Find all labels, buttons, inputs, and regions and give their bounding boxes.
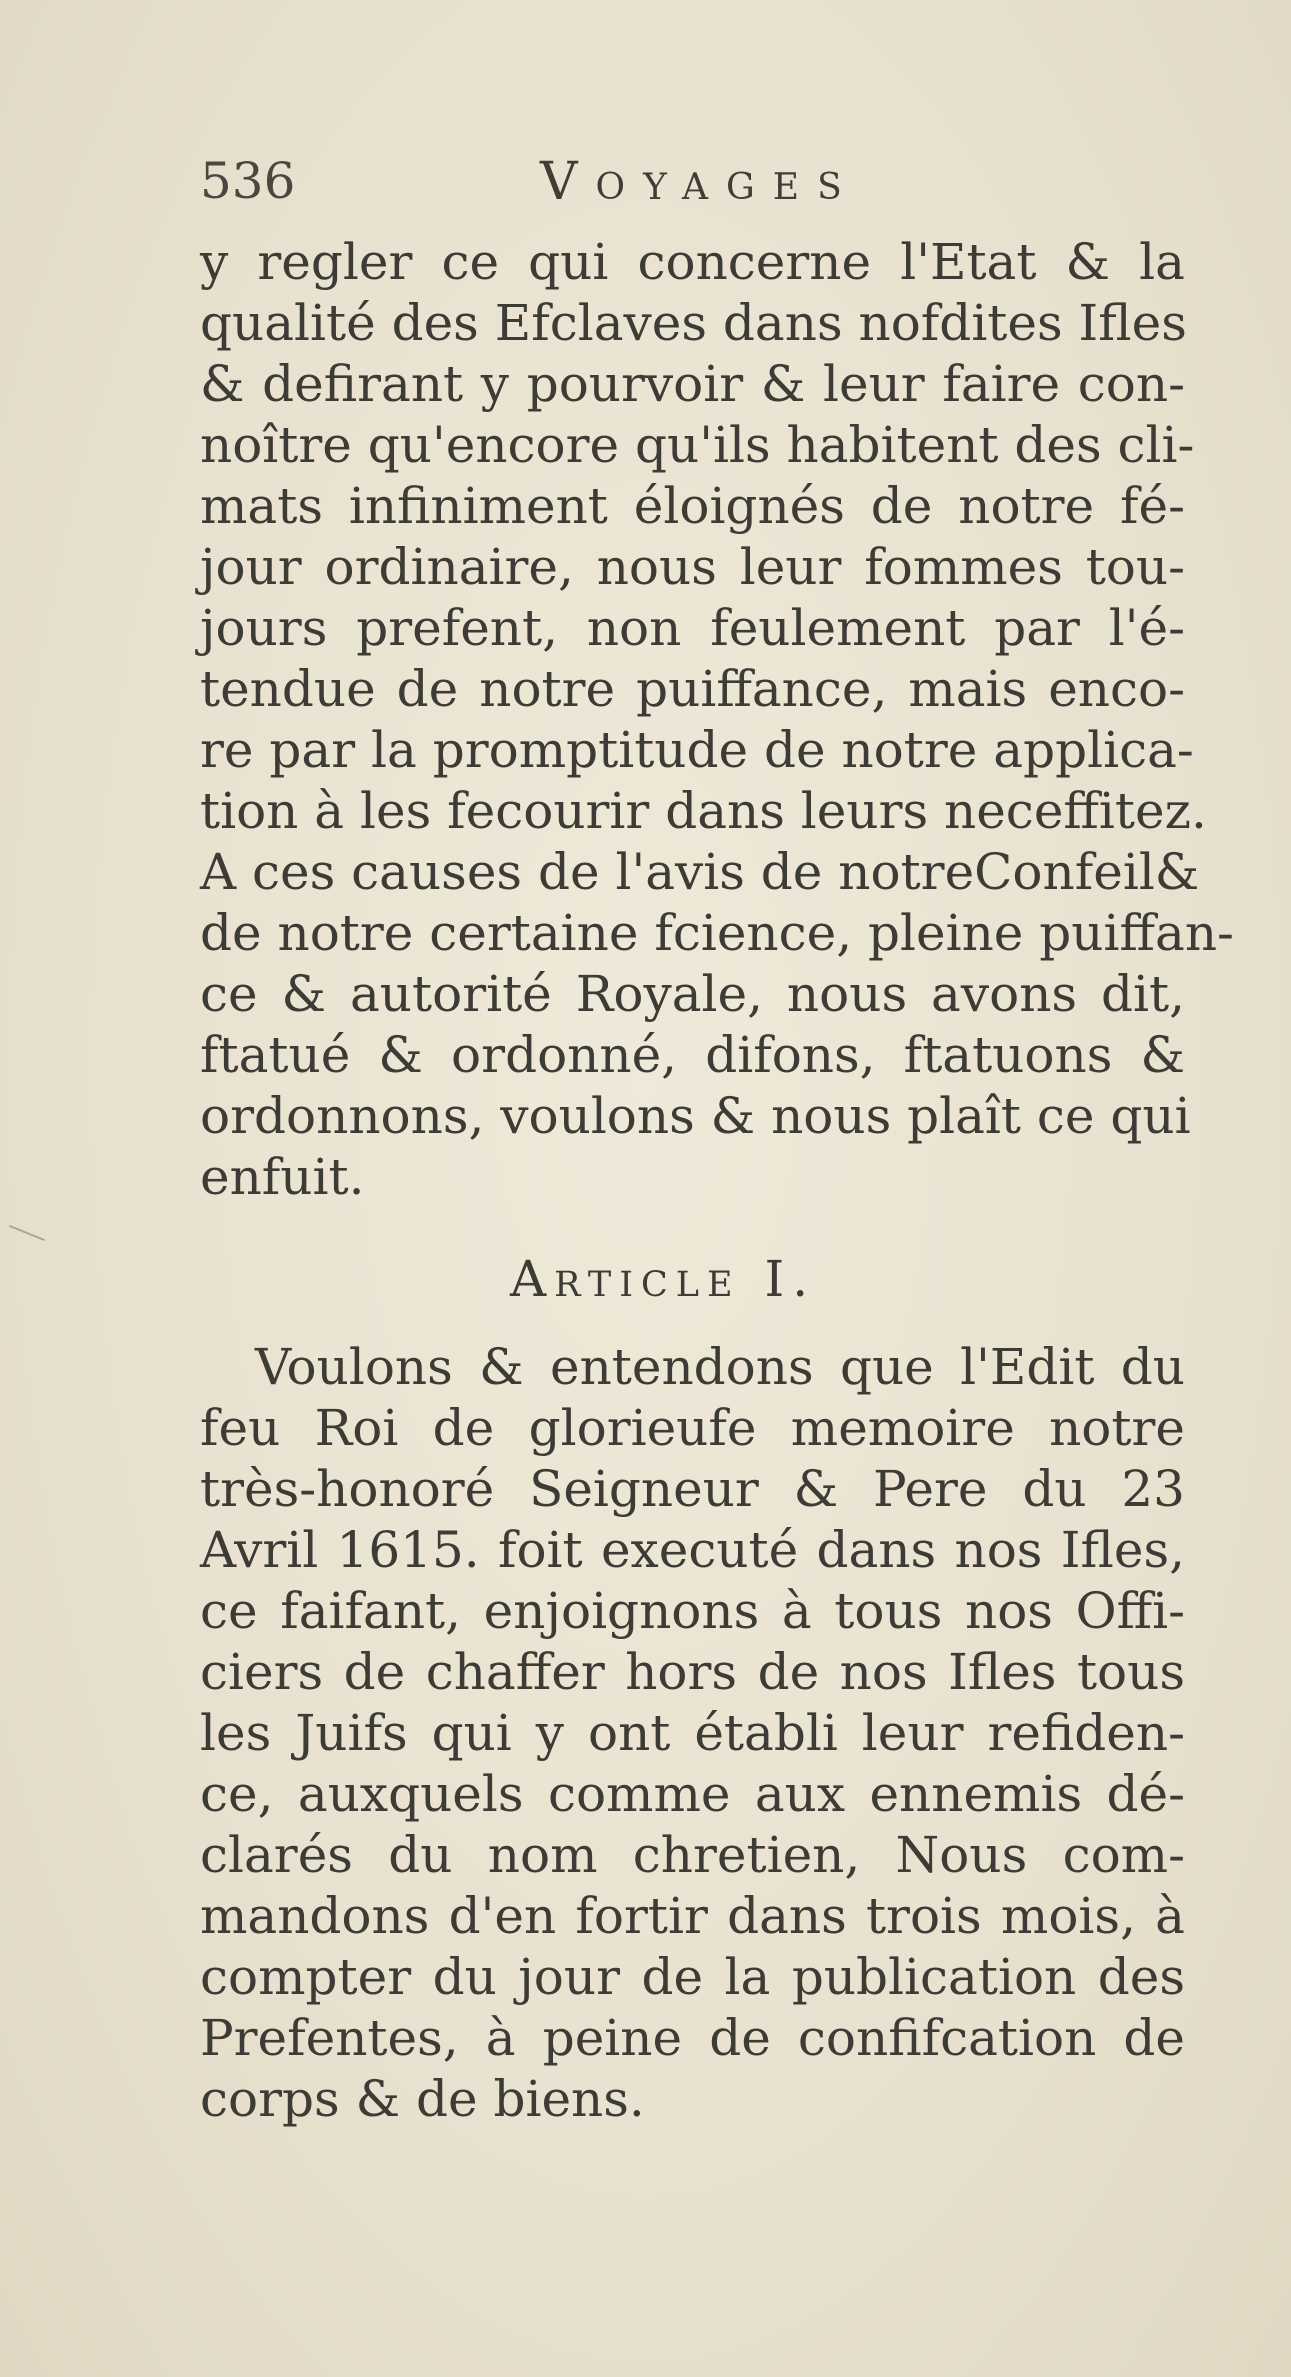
text-line: corps & de biens. xyxy=(200,2070,645,2128)
text-line: clarés du nom chretien, Nous com- xyxy=(200,1826,1185,1884)
text-line: les Juifs qui y ont établi leur refiden- xyxy=(200,1704,1185,1762)
text-line: de notre certaine fcience, pleine puiffan- xyxy=(200,904,1234,962)
text-line: très-honoré Seigneur & Pere du 23 xyxy=(200,1460,1185,1518)
text-line: A ces causes de l'avis de notreConfeil& xyxy=(200,843,1200,901)
running-title: Voyages xyxy=(540,152,860,212)
text-line: compter du jour de la publication des xyxy=(200,1948,1185,2006)
text-line: tion à les fecourir dans leurs neceffitez. xyxy=(200,782,1207,840)
text-line: ce, auxquels comme aux ennemis dé- xyxy=(200,1765,1185,1823)
text-line: ordonnons, voulons & nous plaît ce qui xyxy=(200,1087,1191,1145)
text-line: mandons d'en fortir dans trois mois, à xyxy=(200,1887,1185,1945)
text-line: enfuit. xyxy=(200,1148,365,1206)
text-line: re par la promptitude de notre applica- xyxy=(200,721,1194,779)
text-line: ftatué & ordonné, difons, ftatuons & xyxy=(200,1026,1185,1084)
text-line: ce & autorité Royale, nous avons dit, xyxy=(200,965,1185,1023)
text-line: & defirant y pourvoir & leur faire con- xyxy=(200,355,1185,413)
text-line: Voulons & entendons que l'Edit du xyxy=(255,1338,1185,1396)
text-line: mats infiniment éloignés de notre fé- xyxy=(200,477,1185,535)
text-line: Prefentes, à peine de confifcation de xyxy=(200,2009,1185,2067)
text-line: ce faifant, enjoignons à tous nos Offi- xyxy=(200,1582,1185,1640)
page-mark xyxy=(9,1225,45,1241)
text-line: y regler ce qui concerne l'Etat & la xyxy=(200,233,1185,291)
text-line: qualité des Efclaves dans nofdites Ifles xyxy=(200,294,1187,352)
text-line: Avril 1615. foit executé dans nos Ifles, xyxy=(200,1521,1185,1579)
page-number: 536 xyxy=(200,152,296,210)
article-heading: Article I. xyxy=(510,1250,817,1308)
text-line: feu Roi de glorieufe memoire notre xyxy=(200,1399,1185,1457)
page-header xyxy=(200,152,1200,222)
text-line: noître qu'encore qu'ils habitent des cli- xyxy=(200,416,1195,474)
text-line: ciers de chaffer hors de nos Ifles tous xyxy=(200,1643,1185,1701)
text-line: jour ordinaire, nous leur fommes tou- xyxy=(200,538,1185,596)
text-line: jours prefent, non feulement par l'é- xyxy=(200,599,1185,657)
text-line: tendue de notre puiffance, mais enco- xyxy=(200,660,1185,718)
